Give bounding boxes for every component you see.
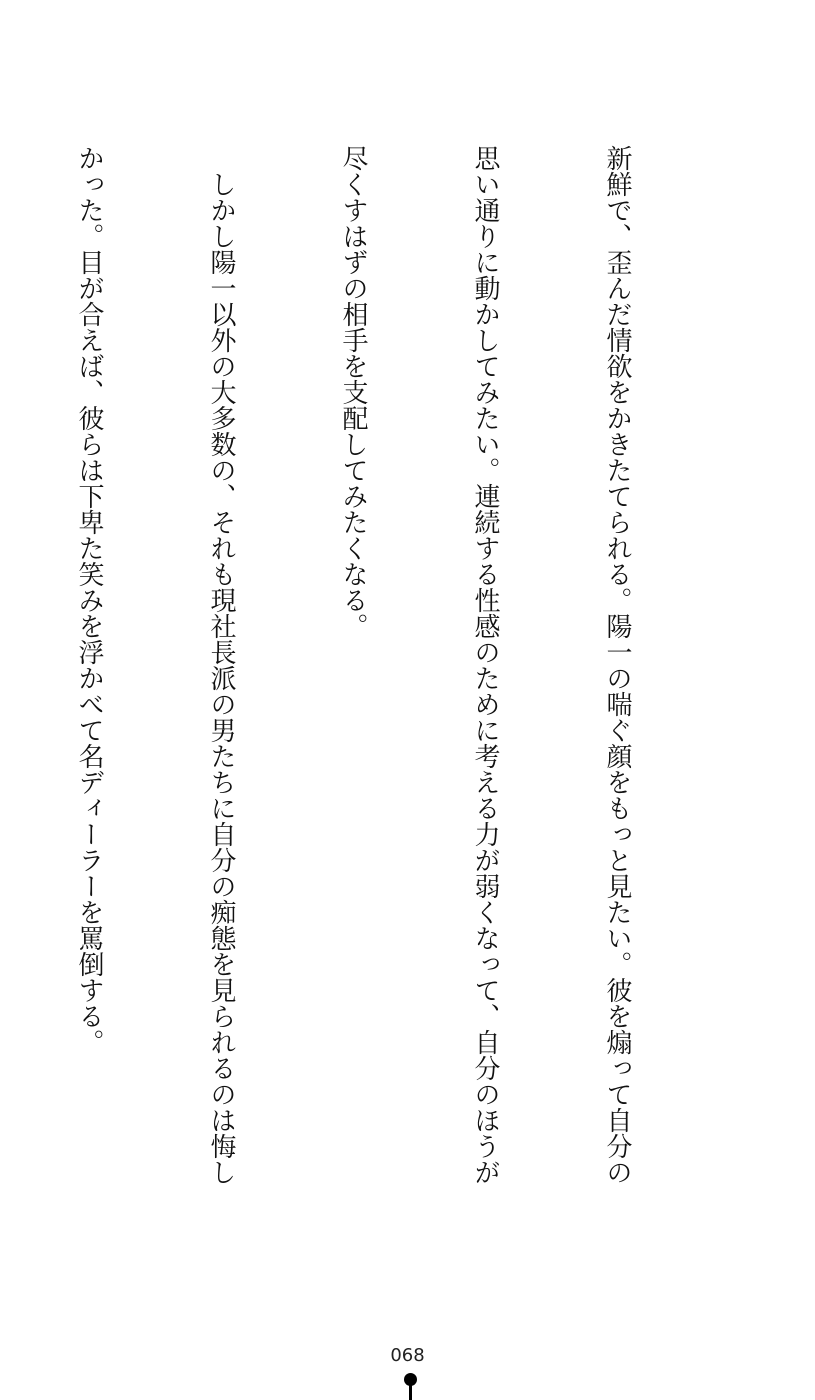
text-column-1: 新鮮で、歪んだ情欲をかきたてられる。陽一の喘ぐ顔をもっと見たい。彼を煽って自分の xyxy=(602,145,632,1185)
text-column-3: 尽くすはずの相手を支配してみたくなる。 xyxy=(338,145,368,639)
text-column-2: 思い通りに動かしてみたい。連続する性感のために考える力が弱くなって、自分のほうが xyxy=(470,145,500,1185)
text-column-5: かった。目が合えば、彼らは下卑た笑みを浮かべて名ディーラーを罵倒する。 xyxy=(74,145,104,1055)
vertical-text-body xyxy=(0,145,727,1185)
text-column-4: しかし陽一以外の大多数の、それも現社長派の男たちに自分の痴態を見られるのは悔し xyxy=(206,145,236,1185)
page-number: 068 xyxy=(390,1345,425,1366)
page-marker-line xyxy=(409,1384,412,1400)
